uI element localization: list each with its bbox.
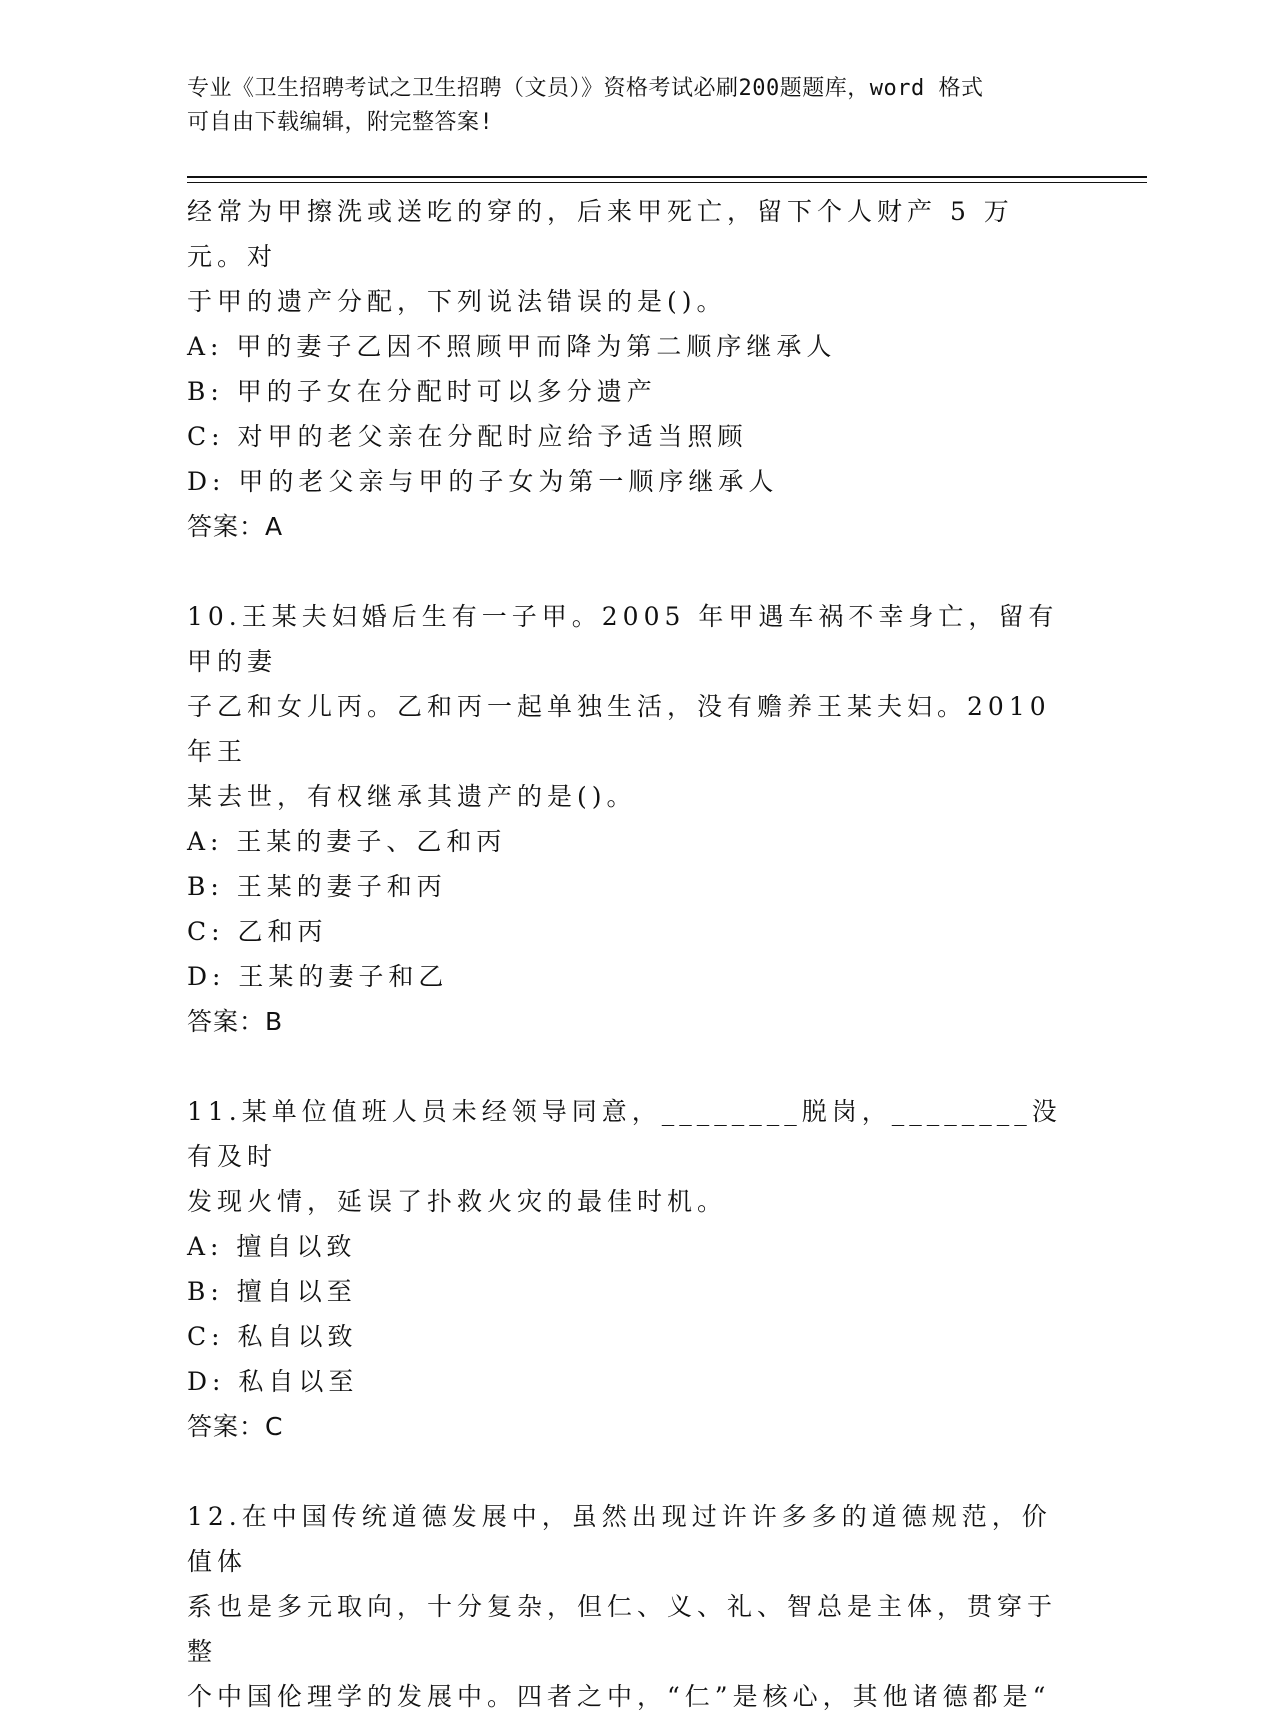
header-line-2: 可自由下载编辑，附完整答案! — [187, 110, 494, 135]
option-d: D: 私自以至 — [187, 1367, 359, 1396]
question-9-continuation — [187, 189, 1067, 549]
option-b: B: 王某的妻子和丙 — [187, 872, 447, 901]
answer-line: 答案：B — [187, 1007, 284, 1036]
question-text-line: 系也是多元取向，十分复杂，但仁、义、礼、智总是主体，贯穿于整 — [187, 1592, 1058, 1666]
option-b: B: 擅自以至 — [187, 1277, 357, 1306]
question-text-line: 经常为甲擦洗或送吃的穿的，后来甲死亡，留下个人财产 5 万元。对 — [187, 197, 1014, 271]
question-text-line: 于甲的遗产分配，下列说法错误的是()。 — [187, 287, 727, 316]
question-text-line: 子乙和女儿丙。乙和丙一起单独生活，没有赡养王某夫妇。2010 年王 — [187, 692, 1051, 766]
question-text-line: 某去世，有权继承其遗产的是()。 — [187, 782, 637, 811]
question-text-line: 10.王某夫妇婚后生有一子甲。2005 年甲遇车祸不幸身亡，留有甲的妻 — [187, 602, 1059, 676]
question-text-line: 12.在中国传统道德发展中，虽然出现过许许多多的道德规范，价值体 — [187, 1502, 1052, 1576]
answer-line: 答案：A — [187, 512, 284, 541]
header-line-1: 专业《卫生招聘考试之卫生招聘（文员）》资格考试必刷200题题库，word 格式 — [187, 76, 984, 101]
option-d: D: 王某的妻子和乙 — [187, 962, 449, 991]
question-10 — [187, 594, 1067, 1044]
option-c: C: 对甲的老父亲在分配时应给予适当照顾 — [187, 422, 748, 451]
option-d: D: 甲的老父亲与甲的子女为第一顺序继承人 — [187, 467, 779, 496]
option-b: B: 甲的子女在分配时可以多分遗产 — [187, 377, 657, 406]
question-text-line: 个中国伦理学的发展中。四者之中，“仁”是核心，其他诸德都是“ — [187, 1682, 1051, 1711]
option-a: A: 甲的妻子乙因不照顾甲而降为第二顺序继承人 — [187, 332, 837, 361]
document-header — [187, 72, 1067, 140]
question-text-line: 11.某单位值班人员未经领导同意，________脱岗，________没有及时 — [187, 1097, 1062, 1171]
question-12 — [187, 1494, 1067, 1719]
header-divider-thin — [187, 182, 1147, 183]
answer-line: 答案：C — [187, 1412, 284, 1441]
option-a: A: 擅自以致 — [187, 1232, 357, 1261]
option-c: C: 乙和丙 — [187, 917, 328, 946]
document-body — [187, 189, 1067, 1719]
question-text-line: 发现火情，延误了扑救火灾的最佳时机。 — [187, 1187, 728, 1216]
option-c: C: 私自以致 — [187, 1322, 358, 1351]
header-divider-thick — [187, 176, 1147, 178]
question-11 — [187, 1089, 1067, 1449]
option-a: A: 王某的妻子、乙和丙 — [187, 827, 507, 856]
